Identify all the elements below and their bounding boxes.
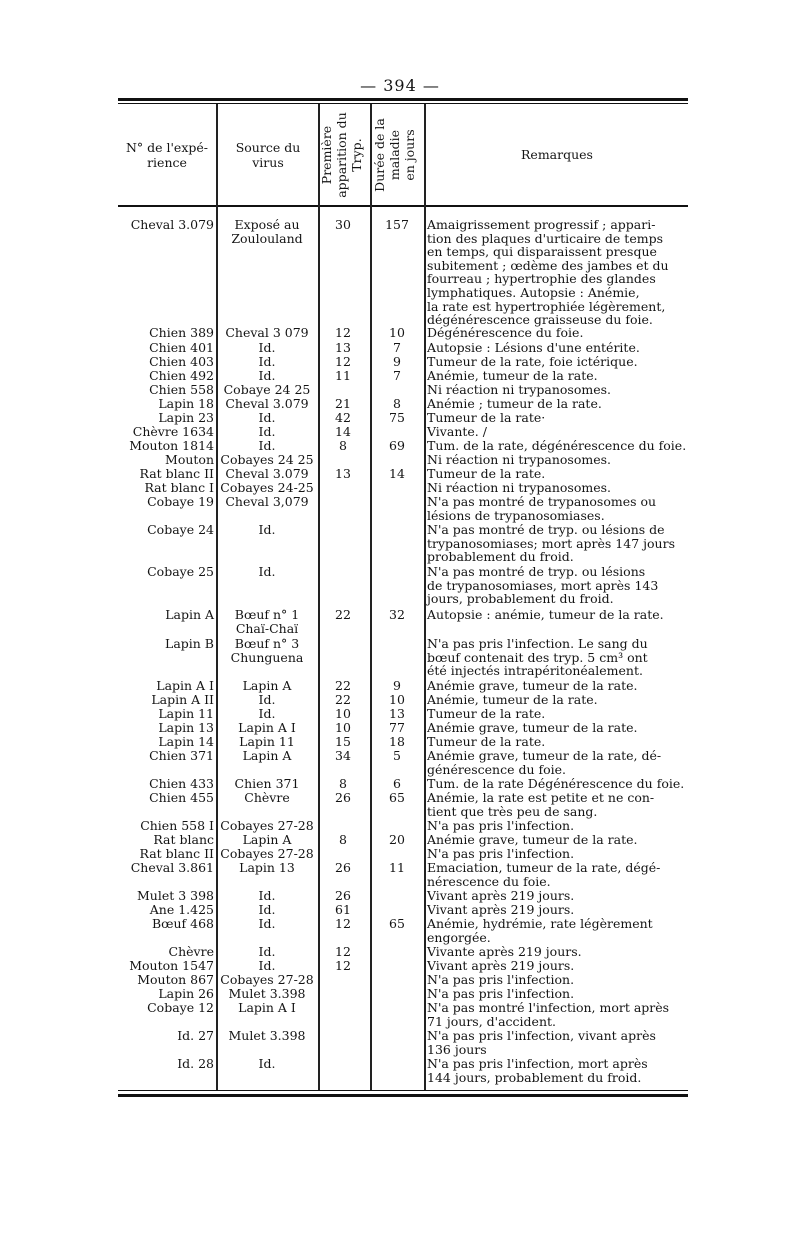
remarks-cell: N'a pas montré de tryp. ou lésions de trypanosomiases; mort après 147 jours probablement du froid. xyxy=(427,522,675,565)
appearance-cell: 22 xyxy=(335,678,351,693)
source-cell: Cheval 3 079 xyxy=(225,325,309,340)
experiment-cell: Lapin 23 xyxy=(158,410,214,425)
experiment-cell: Bœuf 468 xyxy=(151,916,214,931)
experiment-cell: Lapin B xyxy=(165,636,214,651)
source-cell: Chèvre xyxy=(244,790,290,805)
source-cell: Cobaye 24 25 xyxy=(223,382,311,397)
experiment-cell: Cobaye 24 xyxy=(147,522,214,537)
experiment-cell: Chèvre xyxy=(168,944,214,959)
experiment-cell: Cheval 3.079 xyxy=(130,217,214,232)
remarks-cell: N'a pas pris l'infection, mort après 144 jours, probablement du froid. xyxy=(427,1056,648,1085)
duration-cell: 5 xyxy=(393,748,401,763)
column-separator xyxy=(370,104,372,1090)
experiment-cell: Id. 28 xyxy=(177,1056,214,1071)
remarks-cell: N'a pas montré de tryp. ou lésions de trypanosomiases, mort après 143 jours, probablement du froid. xyxy=(427,564,659,607)
experiment-cell: Chien 558 I xyxy=(140,818,214,833)
source-cell: Lapin A xyxy=(242,832,292,847)
appearance-cell: 30 xyxy=(335,217,351,232)
experiment-cell: Chien 558 xyxy=(149,382,214,397)
duration-cell: 14 xyxy=(389,466,405,481)
source-cell: Cobayes 24-25 xyxy=(220,480,314,495)
remarks-cell: Ni réaction ni trypanosomes. xyxy=(427,452,611,467)
remarks-cell: Anémie, tumeur de la rate. xyxy=(427,368,598,383)
experiment-cell: Chèvre 1634 xyxy=(132,424,214,439)
source-cell: Id. xyxy=(258,692,276,707)
source-cell: Id. xyxy=(258,944,276,959)
remarks-cell: N'a pas pris l'infection. xyxy=(427,986,575,1001)
source-cell: Lapin A I xyxy=(238,1000,296,1015)
appearance-cell: 26 xyxy=(335,888,351,903)
remarks-cell: Vivant après 219 jours. xyxy=(427,902,575,917)
duration-cell: 7 xyxy=(393,340,401,355)
appearance-cell: 61 xyxy=(335,902,351,917)
duration-cell: 13 xyxy=(389,706,405,721)
remarks-cell: N'a pas pris l'infection, vivant après 136 jours xyxy=(427,1028,656,1057)
appearance-cell: 12 xyxy=(335,325,351,340)
source-cell: Id. xyxy=(258,438,276,453)
remarks-cell: Tumeur de la rate, foie ictérique. xyxy=(427,354,638,369)
experiment-cell: Lapin 13 xyxy=(158,720,214,735)
experiment-cell: Rat blanc I xyxy=(144,480,214,495)
experiment-cell: Lapin 26 xyxy=(158,986,214,1001)
source-cell: Bœuf n° 3 Chunguena xyxy=(230,636,304,665)
remarks-cell: Dégénérescence du foie. xyxy=(427,325,584,340)
column-separator xyxy=(216,104,218,1090)
source-cell: Id. xyxy=(258,1056,276,1071)
experiment-cell: Rat blanc II xyxy=(139,466,214,481)
remarks-cell: Anémie, tumeur de la rate. xyxy=(427,692,598,707)
source-cell: Cheval 3,079 xyxy=(225,494,309,509)
appearance-cell: 34 xyxy=(335,748,351,763)
remarks-cell: Autopsie : Lésions d'une entérite. xyxy=(427,340,640,355)
appearance-cell: 8 xyxy=(339,832,347,847)
source-cell: Mulet 3.398 xyxy=(228,1028,306,1043)
appearance-cell: 13 xyxy=(335,466,351,481)
bottom-rule xyxy=(118,1090,688,1091)
experiment-cell: Chien 371 xyxy=(149,748,214,763)
remarks-cell: Tum. de la rate, dégénérescence du foie. xyxy=(427,438,687,453)
experiment-cell: Rat blanc xyxy=(153,832,214,847)
source-cell: Cobayes 27-28 xyxy=(220,972,314,987)
experiment-cell: Mouton 1547 xyxy=(129,958,214,973)
remarks-cell: Tumeur de la rate. xyxy=(427,466,546,481)
source-cell: Lapin A xyxy=(242,678,292,693)
appearance-cell: 8 xyxy=(339,776,347,791)
source-cell: Lapin 13 xyxy=(239,860,295,875)
source-cell: Lapin A I xyxy=(238,720,296,735)
appearance-cell: 21 xyxy=(335,396,351,411)
appearance-cell: 8 xyxy=(339,438,347,453)
column-separator xyxy=(318,104,320,1090)
source-cell: Id. xyxy=(258,916,276,931)
bottom-rule-thick xyxy=(118,1094,688,1097)
duration-cell: 18 xyxy=(389,734,405,749)
experiment-cell: Mouton 867 xyxy=(137,972,214,987)
source-cell: Exposé au Zoulouland xyxy=(231,217,303,246)
remarks-cell: Vivante. / xyxy=(427,424,487,439)
remarks-cell: Amaigrissement progressif ; appari- tion des plaques d'urticaire de temps en temps, qui disparaissent presque subitement ; œdème des jambes et du fourreau ; hypertrophie des glandes lymphatiques. Autopsie : Anémie, la rate est hypertrophiée légèrement, dégénérescence graisseuse du foie. xyxy=(427,217,669,328)
source-cell: Lapin A xyxy=(242,748,292,763)
duration-cell: 75 xyxy=(389,410,405,425)
duration-cell: 77 xyxy=(389,720,405,735)
experiment-cell: Mulet 3 398 xyxy=(136,888,214,903)
remarks-cell: N'a pas pris l'infection. xyxy=(427,846,575,861)
source-cell: Bœuf n° 1 Chaï-Chaï xyxy=(234,607,300,636)
source-cell: Id. xyxy=(258,410,276,425)
source-cell: Cobayes 24 25 xyxy=(220,452,314,467)
source-cell: Id. xyxy=(258,958,276,973)
experiment-cell: Mouton xyxy=(165,452,214,467)
appearance-cell: 12 xyxy=(335,916,351,931)
remarks-cell: Vivante après 219 jours. xyxy=(427,944,582,959)
header-source: Source du virus xyxy=(235,140,301,170)
source-cell: Cheval 3.079 xyxy=(225,396,309,411)
top-rule-thin xyxy=(118,103,688,104)
experiment-cell: Lapin 18 xyxy=(158,396,214,411)
source-cell: Id. xyxy=(258,340,276,355)
header-appearance: Première apparition du Tryp. xyxy=(319,112,364,198)
source-cell: Id. xyxy=(258,564,276,579)
duration-cell: 6 xyxy=(393,776,401,791)
duration-cell: 10 xyxy=(389,692,405,707)
source-cell: Id. xyxy=(258,368,276,383)
appearance-cell: 12 xyxy=(335,958,351,973)
remarks-cell: Anémie ; tumeur de la rate. xyxy=(427,396,602,411)
header-experiment: N° de l'expé- rience xyxy=(125,140,209,170)
header-rule xyxy=(118,205,688,207)
source-cell: Cobayes 27-28 xyxy=(220,818,314,833)
appearance-cell: 22 xyxy=(335,607,351,622)
remarks-cell: Tum. de la rate Dégénérescence du foie. xyxy=(427,776,685,791)
remarks-cell: Anémie, la rate est petite et ne con- tient que très peu de sang. xyxy=(427,790,655,819)
appearance-cell: 10 xyxy=(335,720,351,735)
duration-cell: 65 xyxy=(389,790,405,805)
remarks-cell: Anémie grave, tumeur de la rate. xyxy=(427,832,638,847)
experiment-cell: Chien 433 xyxy=(149,776,214,791)
appearance-cell: 10 xyxy=(335,706,351,721)
experiment-cell: Cobaye 25 xyxy=(147,564,214,579)
duration-cell: 10 xyxy=(389,325,405,340)
remarks-cell: N'a pas pris l'infection. Le sang du bœuf contenait des tryp. 5 cm³ ont été injectés intrapéritonéalement. xyxy=(427,636,648,679)
source-cell: Cheval 3.079 xyxy=(225,466,309,481)
appearance-cell: 15 xyxy=(335,734,351,749)
appearance-cell: 13 xyxy=(335,340,351,355)
column-separator xyxy=(424,104,426,1090)
remarks-cell: Anémie, hydrémie, rate légèrement engorgée. xyxy=(427,916,653,945)
remarks-cell: Vivant après 219 jours. xyxy=(427,888,575,903)
duration-cell: 69 xyxy=(389,438,405,453)
appearance-cell: 12 xyxy=(335,354,351,369)
source-cell: Cobayes 27-28 xyxy=(220,846,314,861)
experiment-cell: Rat blanc II xyxy=(139,846,214,861)
experiment-cell: Cobaye 19 xyxy=(147,494,214,509)
header-duration: Durée de la maladie en jours xyxy=(372,118,417,192)
duration-cell: 8 xyxy=(393,396,401,411)
experiment-cell: Lapin A xyxy=(165,607,214,622)
remarks-cell: N'a pas montré de trypanosomes ou lésions de trypanosomiases. xyxy=(427,494,657,523)
experiment-cell: Chien 455 xyxy=(149,790,214,805)
appearance-cell: 12 xyxy=(335,944,351,959)
duration-cell: 20 xyxy=(389,832,405,847)
remarks-cell: N'a pas montré l'infection, mort après 71 jours, d'accident. xyxy=(427,1000,670,1029)
remarks-cell: Anémie grave, tumeur de la rate. xyxy=(427,720,638,735)
experiment-cell: Cobaye 12 xyxy=(147,1000,214,1015)
duration-cell: 65 xyxy=(389,916,405,931)
appearance-cell: 26 xyxy=(335,860,351,875)
remarks-cell: Autopsie : anémie, tumeur de la rate. xyxy=(427,607,664,622)
duration-cell: 32 xyxy=(389,607,405,622)
experiment-cell: Chien 401 xyxy=(149,340,214,355)
source-cell: Lapin 11 xyxy=(239,734,295,749)
duration-cell: 9 xyxy=(393,354,401,369)
experiment-cell: Lapin 14 xyxy=(158,734,214,749)
experiment-cell: Ane 1.425 xyxy=(149,902,214,917)
source-cell: Id. xyxy=(258,902,276,917)
experiment-cell: Lapin 11 xyxy=(158,706,214,721)
appearance-cell: 42 xyxy=(335,410,351,425)
remarks-cell: Tumeur de la rate. xyxy=(427,734,546,749)
experiment-cell: Cheval 3.861 xyxy=(130,860,214,875)
experiment-cell: Mouton 1814 xyxy=(129,438,214,453)
duration-cell: 157 xyxy=(385,217,409,232)
duration-cell: 7 xyxy=(393,368,401,383)
top-rule xyxy=(118,98,688,101)
source-cell: Id. xyxy=(258,706,276,721)
appearance-cell: 26 xyxy=(335,790,351,805)
remarks-cell: Emaciation, tumeur de la rate, dégé- nérescence du foie. xyxy=(427,860,661,889)
appearance-cell: 11 xyxy=(335,368,351,383)
source-cell: Id. xyxy=(258,354,276,369)
duration-cell: 11 xyxy=(389,860,405,875)
experiment-cell: Chien 403 xyxy=(149,354,214,369)
remarks-cell: Anémie grave, tumeur de la rate, dé- générescence du foie. xyxy=(427,748,662,777)
remarks-cell: Tumeur de la rate. xyxy=(427,706,546,721)
experiment-cell: Chien 389 xyxy=(149,325,214,340)
experiment-cell: Lapin A II xyxy=(151,692,214,707)
remarks-cell: Vivant après 219 jours. xyxy=(427,958,575,973)
experiment-cell: Chien 492 xyxy=(149,368,214,383)
source-cell: Chien 371 xyxy=(234,776,300,791)
source-cell: Id. xyxy=(258,522,276,537)
remarks-cell: N'a pas pris l'infection. xyxy=(427,972,575,987)
remarks-cell: Tumeur de la rate· xyxy=(427,410,546,425)
source-cell: Id. xyxy=(258,424,276,439)
appearance-cell: 14 xyxy=(335,424,351,439)
remarks-cell: Ni réaction ni trypanosomes. xyxy=(427,382,611,397)
remarks-cell: N'a pas pris l'infection. xyxy=(427,818,575,833)
source-cell: Id. xyxy=(258,888,276,903)
page-number: — 394 — xyxy=(360,76,440,95)
experiment-cell: Lapin A I xyxy=(156,678,214,693)
header-remarks: Remarques xyxy=(521,147,593,162)
experiment-cell: Id. 27 xyxy=(177,1028,214,1043)
remarks-cell: Ni réaction ni trypanosomes. xyxy=(427,480,611,495)
appearance-cell: 22 xyxy=(335,692,351,707)
source-cell: Mulet 3.398 xyxy=(228,986,306,1001)
remarks-cell: Anémie grave, tumeur de la rate. xyxy=(427,678,638,693)
duration-cell: 9 xyxy=(393,678,401,693)
